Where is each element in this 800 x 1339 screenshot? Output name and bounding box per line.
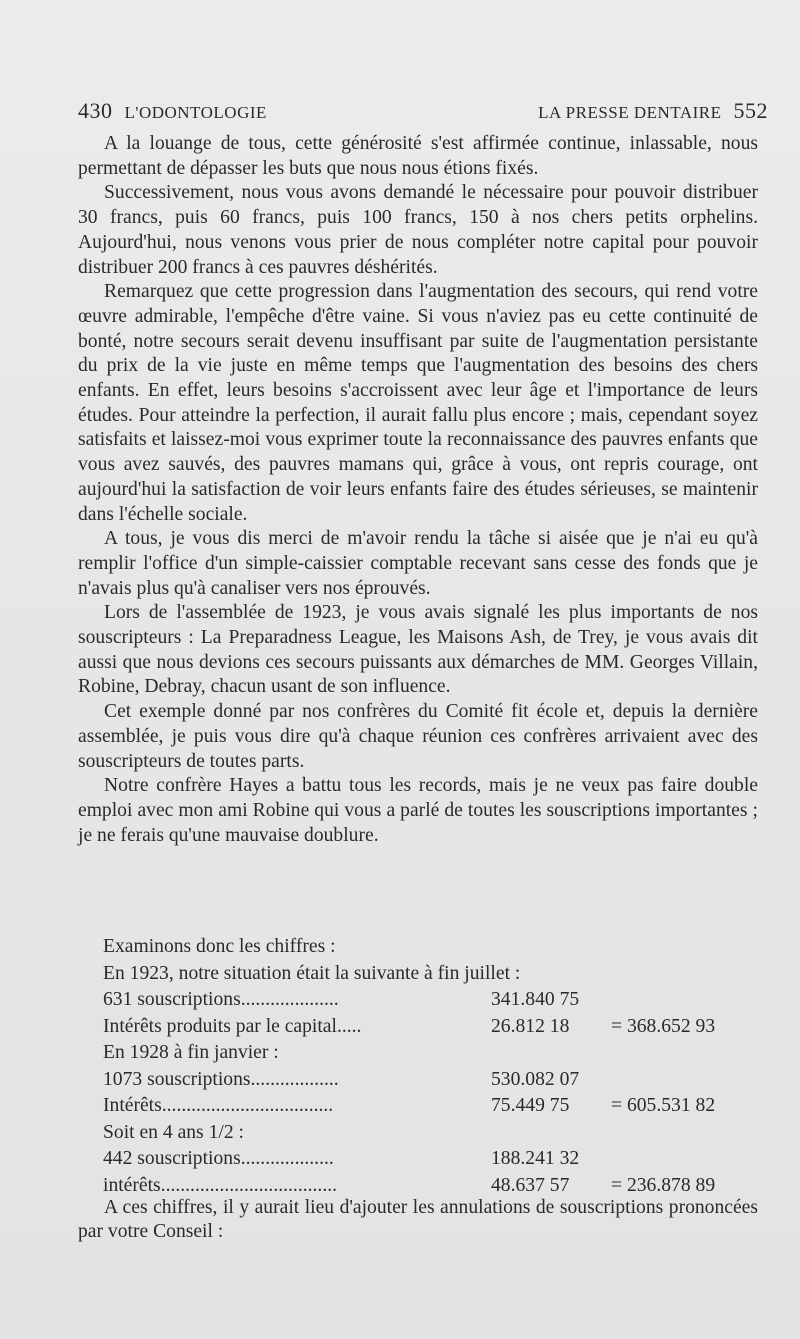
figures-row (103, 987, 763, 1014)
paragraph: Successivement, nous vous avons demandé le nécessaire pour pouvoir distribuer 30 francs, puis 60 francs, puis 100 francs, 150 à nos chers petits orphelins. Aujourd'hui, nous venons vous prier de nous compléter notre capital pour pouvoir distribuer 200 francs à ces pauvres déshérités. (78, 182, 758, 278)
row-label: Intérêts................................... (103, 1095, 334, 1116)
figures-intro: Examinons donc les chiffres : (103, 936, 336, 957)
figures-row (103, 1146, 763, 1173)
paragraph: Lors de l'assemblée de 1923, je vous avais signalé les plus importants de nos souscripteurs : La Preparadness League, les Maisons Ash, de Trey, je vous avais dit aussi que nous devions ces secours puissants aux démarches de MM. Georges Villain, Robine, Debray, chacun usant de son influence. (78, 602, 758, 698)
row-label: 442 souscriptions................... (103, 1148, 334, 1169)
paragraph: Notre confrère Hayes a battu tous les records, mais je ne veux pas faire double emploi avec mon ami Robine qui vous a parlé de toutes les souscriptions importantes ; je ne ferais qu'une mauvaise doublure. (78, 775, 758, 846)
row-amount: 26.812 18 (491, 1015, 570, 1037)
journal-title-left: L'ODONTOLOGIE (124, 103, 267, 122)
row-total: = 368.652 93 (611, 1015, 716, 1037)
row-total: = 605.531 82 (611, 1095, 716, 1116)
row-amount: 341.840 75 (491, 989, 580, 1010)
row-label: 631 souscriptions.................... (103, 989, 339, 1010)
figures-heading-1923: En 1923, notre situation était la suivante à fin juillet : (103, 962, 521, 984)
row-amount: 48.637 57 (491, 1174, 570, 1196)
row-label: 1073 souscriptions.................. (103, 1068, 339, 1090)
header-left (78, 98, 267, 124)
row-total (611, 1146, 761, 1173)
row-total: = 236.878 89 (611, 1174, 716, 1196)
row-amount: 75.449 75 (491, 1095, 570, 1116)
journal-title-right: LA PRESSE DENTAIRE (538, 103, 722, 122)
body-text (78, 132, 758, 848)
page-number-right: 552 (733, 98, 768, 123)
paragraph: A ces chiffres, il y aurait lieu d'ajouter les annulations de souscriptions prononcées par votre Conseil : (78, 1197, 758, 1242)
page-number-left: 430 (78, 98, 113, 123)
row-amount: 530.082 07 (491, 1068, 580, 1090)
paragraph: Cet exemple donné par nos confrères du Comité fit école et, depuis la dernière assemblée, je puis vous dire qu'à chaque réunion ces confrères arrivaient avec des souscripteurs de toutes parts. (78, 701, 758, 772)
figures-heading-period: Soit en 4 ans 1/2 : (103, 1121, 244, 1143)
figures-table (103, 934, 763, 1199)
row-label: intérêts.................................... (103, 1174, 338, 1196)
row-label: Intérêts produits par le capital..... (103, 1015, 362, 1037)
paragraph: A tous, je vous dis merci de m'avoir rendu la tâche si aisée que je n'ai eu qu'à remplir l'office d'un simple-caissier comptable recevant sans cesse des fonds que je n'avais plus qu'à canaliser vers nos éprouvés. (78, 528, 758, 599)
figures-row (103, 1014, 763, 1041)
running-header (78, 98, 768, 124)
closing-text (78, 1196, 758, 1244)
paragraph: A la louange de tous, cette générosité s'est affirmée continue, inlassable, nous permettant de dépasser les buts que nous nous étions fixés. (78, 133, 758, 179)
figures-row (103, 1093, 763, 1120)
row-amount: 188.241 32 (491, 1148, 580, 1169)
header-right (538, 98, 768, 124)
figures-heading-1928: En 1928 à fin janvier : (103, 1042, 279, 1063)
row-total (611, 1067, 761, 1094)
paragraph: Remarquez que cette progression dans l'augmentation des secours, qui rend votre œuvre admirable, l'empêche d'être vaine. Si vous n'aviez pas eu cette continuité de bonté, notre secours serait devenu insuffisant par suite de l'augmentation persistante du prix de la vie juste en même temps que l'augmentation des besoins des chers enfants. En effet, leurs besoins s'accroissent avec leur âge et l'importance de leurs études. Pour atteindre la perfection, il aurait fallu plus encore ; mais, cependant soyez satisfaits et laissez-moi vous exprimer toute la reconnaissance des pauvres enfants que vous avez sauvés, des pauvres mamans qui, grâce à vous, ont repris courage, ont aujourd'hui la satisfaction de voir leurs enfants faire des études sérieuses, se maintenir dans l'échelle sociale. (78, 281, 758, 525)
row-total (611, 987, 761, 1014)
figures-row (103, 1067, 763, 1094)
